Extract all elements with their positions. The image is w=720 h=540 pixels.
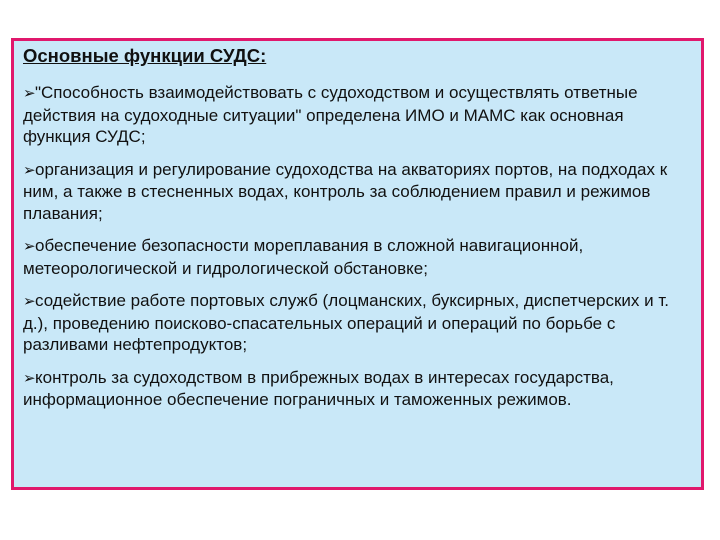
content-panel [11, 38, 704, 490]
list-item [23, 367, 689, 411]
function-list [23, 82, 689, 411]
list-item-text: контроль за судоходством в прибрежных водах в интересах государства, информационное обеспечение пограничных и таможенных режимов. [23, 367, 614, 409]
list-item [23, 159, 689, 225]
arrow-bullet-icon: ➢ [23, 84, 36, 102]
arrow-bullet-icon: ➢ [23, 368, 36, 387]
list-item-text: "Способность взаимодействовать с судоходством и осуществлять ответные действия на судоходные ситуации" определена ИМО и МАМС как основная функция СУДС; [23, 83, 638, 146]
list-item [23, 82, 689, 148]
slide-title: Основные функции СУДС: [23, 45, 267, 66]
list-item-text: обеспечение безопасности мореплавания в сложной навигационной, метеорологической и гидрологической обстановке; [23, 236, 584, 278]
arrow-bullet-icon: ➢ [23, 237, 36, 255]
list-item [23, 290, 689, 356]
arrow-bullet-icon: ➢ [23, 292, 36, 310]
list-item-text: содействие работе портовых служб (лоцманских, буксирных, диспетчерских и т. д.), проведению поисково-спасательных операций и операций по борьбе с разливами нефтепродуктов; [23, 291, 669, 354]
arrow-bullet-icon: ➢ [23, 160, 36, 179]
list-item [23, 235, 689, 279]
list-item-text: организация и регулирование судоходства на акваториях портов, на подходах к ним, а также в стесненных водах, контроль за соблюдением правил и режимов плавания; [23, 159, 668, 223]
